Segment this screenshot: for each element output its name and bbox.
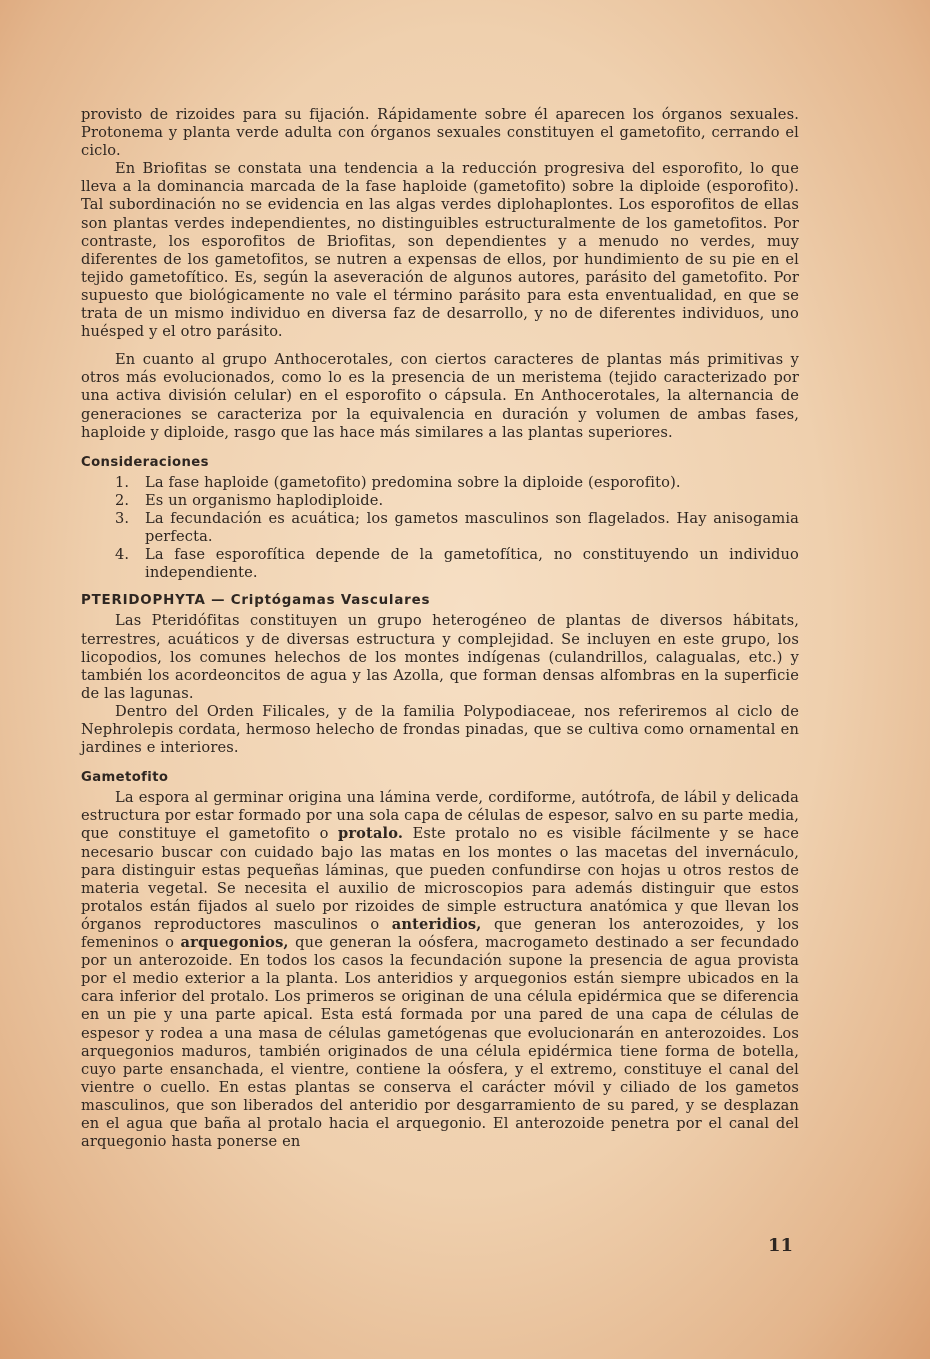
list-item-text: La fase esporofítica depende de la gametofítica, no constituyendo un individuo independiente. (145, 546, 799, 582)
page-body (81, 106, 799, 1151)
list-item-number: 4. (115, 546, 130, 564)
list-item (81, 492, 799, 510)
gametofito-heading: Gametofito (81, 770, 169, 786)
paragraph-intro: provisto de rizoides para su fijación. Rápidamente sobre él aparecen los órganos sexuales. Protonema y planta verde adulta con órganos sexuales constituyen el gametofito, cerrando el ciclo. (81, 106, 799, 160)
term-protalo: protalo. (337, 825, 404, 843)
list-item-text: La fase haploide (gametofito) predomina sobre la diploide (esporofito). (145, 473, 681, 491)
paragraph-pteridofitas: Las Pteridófitas constituyen un grupo heterogéneo de plantas de diversos hábitats, terrestres, acuáticos y de diversas estructura y complejidad. Se incluyen en este grupo, los licopodios, los comunes helechos de los montes indígenas (culandrillos, calagualas, etc.) y también los acordeoncitos de agua y las Azolla, que forman densas alfombras en la superficie de las lagunas. (81, 612, 799, 702)
list-item-text: Es un organismo haplodiploide. (145, 491, 384, 509)
list-item (81, 474, 799, 492)
list-item-number: 3. (115, 509, 130, 527)
term-anteridios: anteridios, (391, 915, 482, 933)
list-item (81, 546, 799, 582)
text-run: que generan la oósfera, macrogameto destinado a ser fecundado por un anterozoide. En todos los casos la fecundación supone la presencia de agua provista por el medio exterior a la planta. Los anteridios y arquegonios están siempre ubicados en la cara inferior del protalo. Los primeros se originan de una célula epidérmica que se diferencia en un pie y una parte apical. Esta está formada por una pared de una capa de células de espesor y rodea a una masa de células gametógenas que evolucionarán en anterozoides. Los arquegonios maduros, también originados de una célula epidérmica tiene forma de botella, cuyo parte ensanchada, el vientre, contiene la oósfera, y el extremo, constituye el canal del vientre o cuello. En estas plantas se conserva el carácter móvil y ciliado de los gametos masculinos, que son liberados del anteridio por desgarramiento de su pared, y se desplazan en el agua que baña al protalo hacia el arquegonio. El anterozoide penetra por el canal del arquegonio hasta ponerse en (81, 934, 800, 1151)
paragraph-briofitas: En Briofitas se constata una tendencia a la reducción progresiva del esporofito, lo que lleva a la dominancia marcada de la fase haploide (gametofito) sobre la diploide (esporofito). Tal subordinación no se evidencia en las algas verdes diplohaplontes. Los esporofitos de ellas son plantas verdes independientes, no distinguibles estructuralmente de los gametofitos. Por contraste, los esporofitos de Briofitas, son dependientes y a menudo no verdes, muy diferentes de los gametofitos, se nutren a expensas de ellos, por hundimiento de su pie en el tejido gametofítico. Es, según la aseveración de algunos autores, parásito del gametofito. Por supuesto que biológicamente no vale el término parásito para esta enventualidad, en que se trata de un mismo individuo en diversa faz de desarrollo, y no de diferentes individuos, uno huésped y el otro parásito. (81, 160, 799, 341)
considerations-list (81, 474, 799, 583)
list-item-text: La fecundación es acuática; los gametos masculinos son flagelados. Hay anisogamia perfecta. (145, 509, 799, 546)
paragraph-gametofito (81, 789, 799, 1151)
text-run: Este protalo no es visible fácilmente y se hace necesario buscar con cuidado bajo las matas en los montes o las macetas del invernáculo, para distinguir estas pequeñas láminas, que pueden confundirse con hojas u otros restos de materia vegetal. Se necesita el auxilio de microscopios para además distinguir que estos protalos están fijados al suelo por rizoides de simple estructura anatómica y que llevan los órganos reproductores masculinos o (81, 825, 799, 933)
page-number: 11 (768, 1235, 794, 1256)
list-item-number: 2. (115, 491, 130, 509)
paragraph-filicales: Dentro del Orden Filicales, y de la familia Polypodiaceae, nos referiremos al ciclo de Nephrolepis cordata, hermoso helecho de frondas pinadas, que se cultiva como ornamental en jardines e interiores. (81, 702, 799, 757)
considerations-heading: Consideraciones (81, 454, 209, 470)
term-arquegonios: arquegonios, (180, 934, 289, 952)
list-item-number: 1. (115, 473, 130, 491)
list-item (81, 510, 799, 546)
pteridophyta-heading: PTERIDOPHYTA — Criptógamas Vasculares (81, 593, 431, 609)
text-run: que generan los anterozoides, y los femeninos o (81, 915, 799, 952)
text-run: La espora al germinar origina una lámina verde, cordiforme, autótrofa, de lábil y delicada estructura por estar formado por una sola capa de células de espesor, salvo en su parte media, que constituye el gametofito o (81, 789, 799, 843)
paragraph-anthocerotales: En cuanto al grupo Anthocerotales, con ciertos caracteres de plantas más primitivas y otros más evolucionados, como lo es la presencia de un meristema (tejido caracterizado por una activa división celular) en el esporofito o cápsula. En Anthocerotales, la alternancia de generaciones se caracteriza por la equivalencia en duración y volumen de ambas fases, haploide y diploide, rasgo que las hace más similares a las plantas superiores. (81, 351, 799, 441)
